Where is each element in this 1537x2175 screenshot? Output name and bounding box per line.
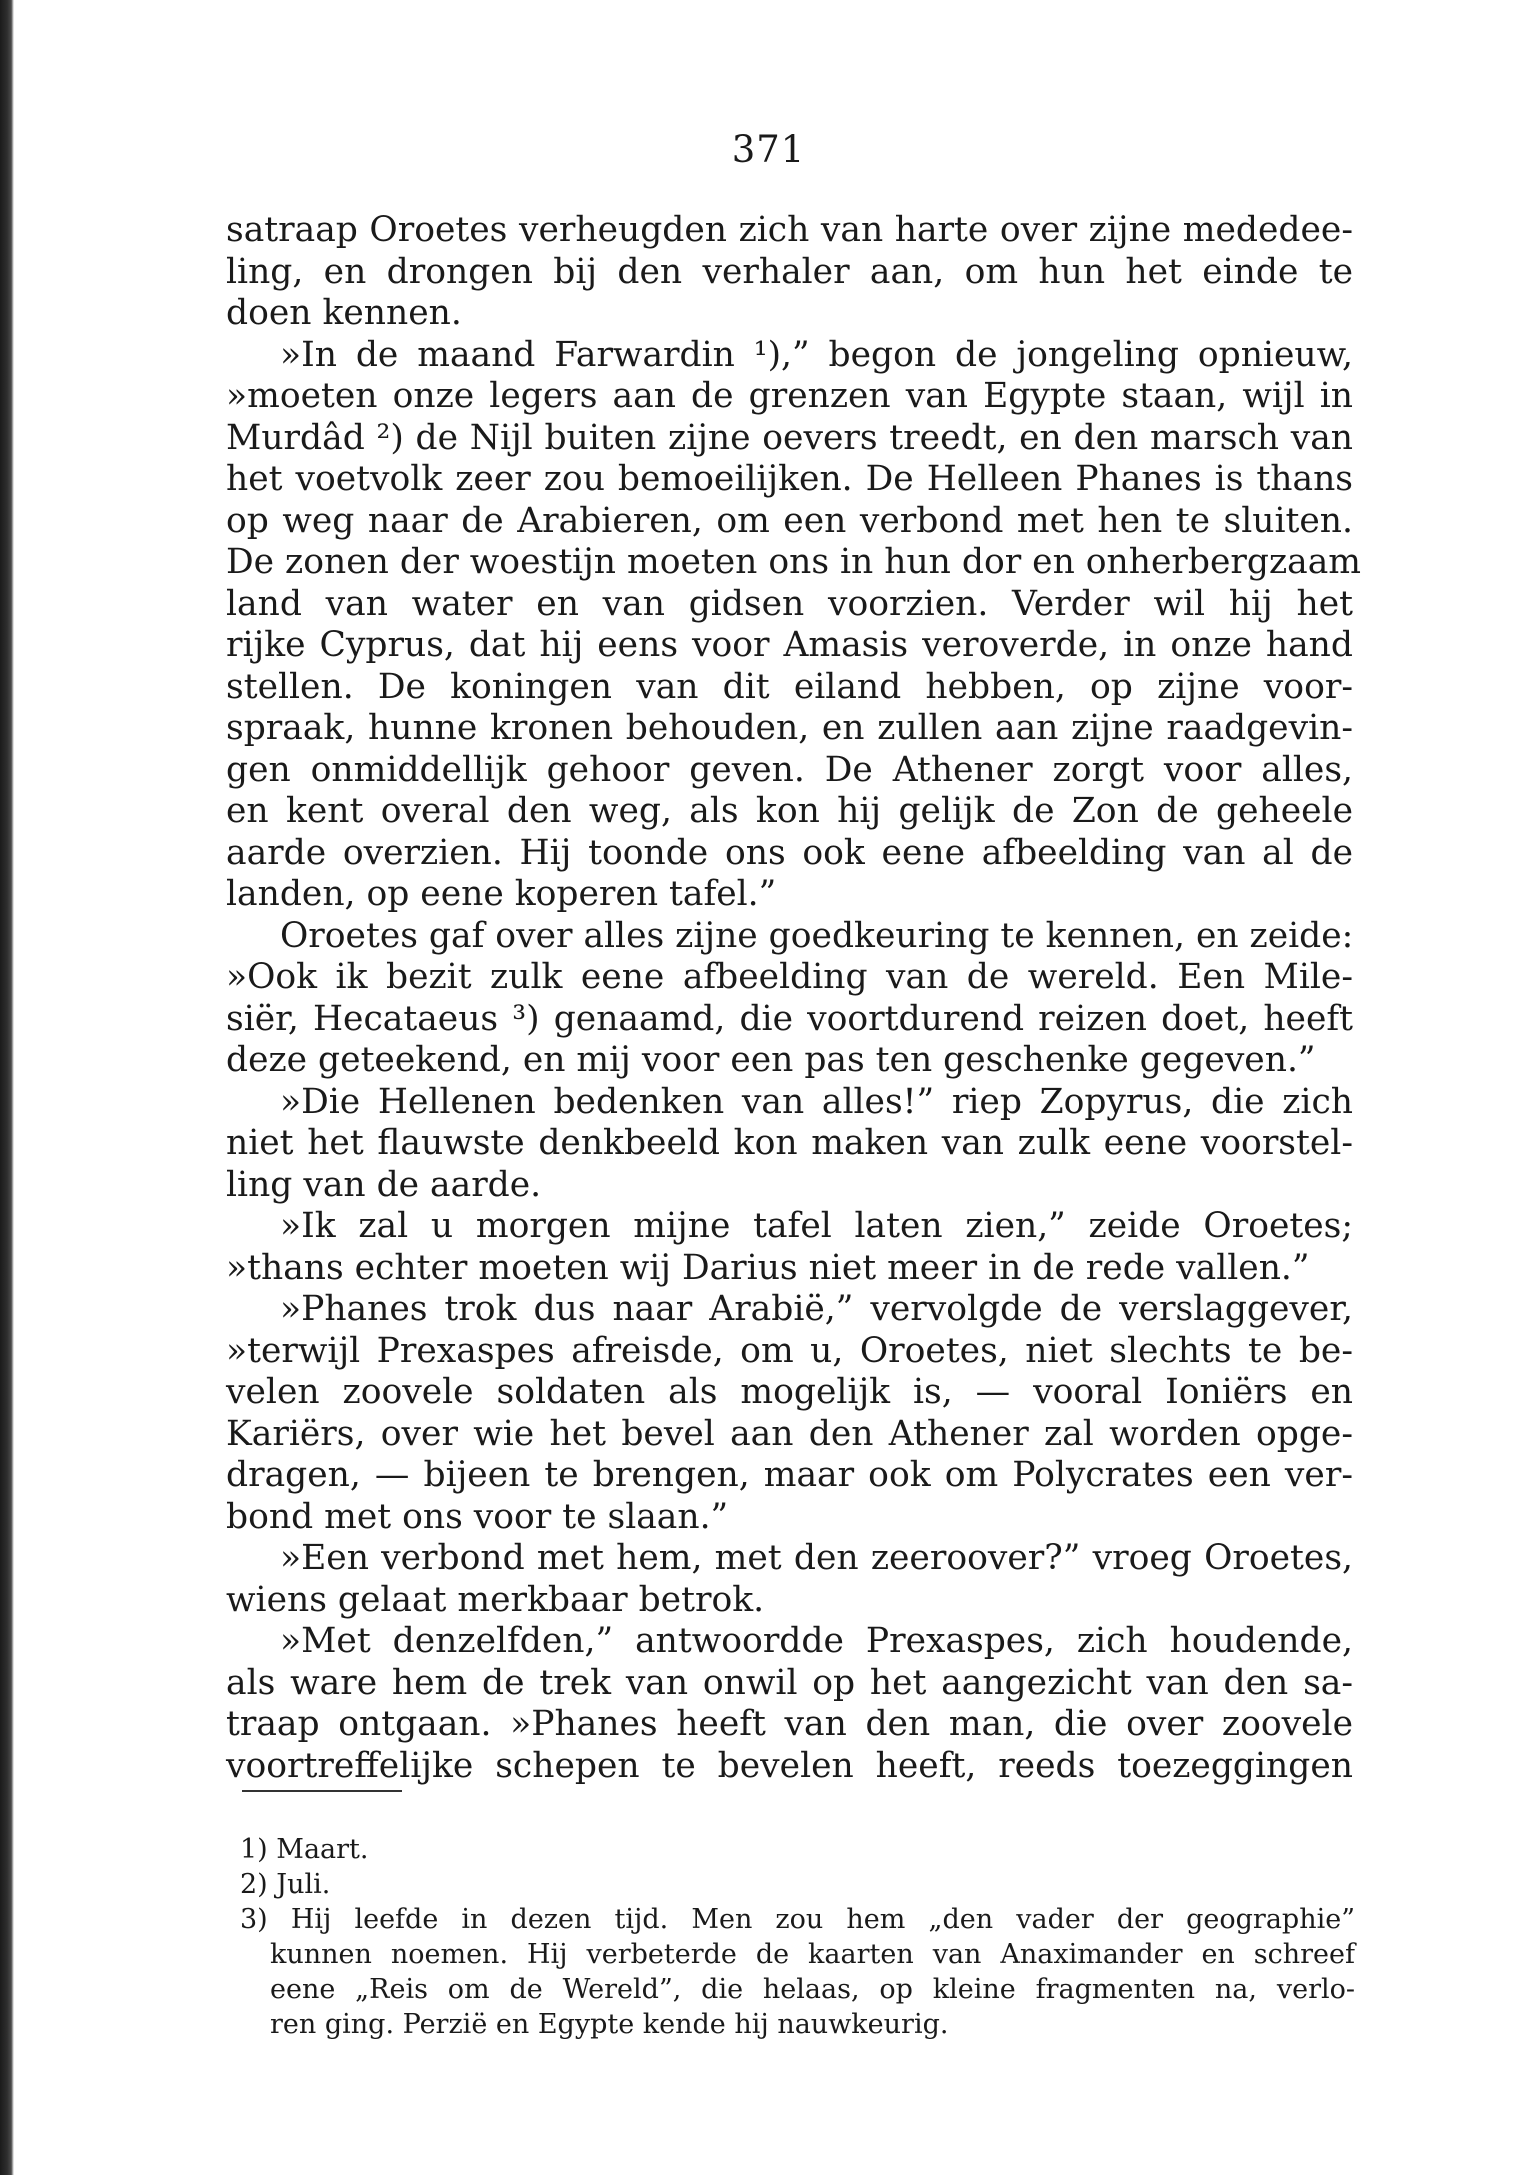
text-line: »In de maand Farwardin ¹),” begon de jongeling opnieuw,	[280, 334, 1353, 375]
text-line: De zonen der woestijn moeten ons in hun dor en onherbergzaam	[226, 542, 1361, 582]
text-line: voortreffelijke schepen te bevelen heeft, reeds toezeggingen	[226, 1745, 1353, 1786]
text-line: doen kennen.	[226, 293, 462, 333]
text-line: ling, en drongen bij den verhaler aan, om hun het einde te	[226, 251, 1353, 292]
text-line: aarde overzien. Hij toonde ons ook eene afbeelding van al de	[226, 832, 1353, 873]
footnote-separator	[242, 1790, 402, 1792]
text-line: velen zoovele soldaten als mogelijk is, — vooral Ioniërs en	[226, 1372, 1353, 1412]
footnote: 2) Juli.	[240, 1869, 331, 1900]
text-line: »terwijl Prexaspes afreisde, om u, Oroetes, niet slechts te be-	[226, 1330, 1353, 1371]
text-line: »Ook ik bezit zulk eene afbeelding van de wereld. Een Mile-	[226, 957, 1353, 997]
text-line: deze geteekend, en mij voor een pas ten geschenke gegeven.”	[226, 1040, 1316, 1080]
text-line: stellen. De koningen van dit eiland hebben, op zijne voor-	[226, 666, 1353, 707]
text-line: siër, Hecataeus ³) genaamd, die voortdurend reizen doet, heeft	[226, 998, 1353, 1039]
footnote: ren ging. Perzië en Egypte kende hij nauwkeurig.	[270, 2009, 949, 2040]
footnote: eene „Reis om de Wereld”, die helaas, op kleine fragmenten na, verlo-	[270, 1974, 1355, 2005]
book-binding-edge	[0, 0, 14, 2175]
text-line: satraap Oroetes verheugden zich van harte over zijne mededee-	[226, 210, 1353, 250]
text-line: »Ik zal u morgen mijne tafel laten zien,” zeide Oroetes;	[280, 1206, 1353, 1246]
text-line: niet het flauwste denkbeeld kon maken van zulk eene voorstel-	[226, 1123, 1353, 1163]
text-line: gen onmiddellijk gehoor geven. De Athener zorgt voor alles,	[226, 749, 1353, 790]
text-line: Oroetes gaf over alles zijne goedkeuring te kennen, en zeide:	[280, 915, 1354, 956]
text-line: »thans echter moeten wij Darius niet meer in de rede vallen.”	[226, 1247, 1310, 1288]
text-line: op weg naar de Arabieren, om een verbond met hen te sluiten.	[226, 500, 1353, 541]
text-line: »Die Hellenen bedenken van alles!” riep Zopyrus, die zich	[280, 1081, 1353, 1122]
text-line: Murdâd ²) de Nijl buiten zijne oevers treedt, en den marsch van	[226, 417, 1353, 458]
text-line: »moeten onze legers aan de grenzen van Egypte staan, wijl in	[226, 376, 1353, 416]
text-line: »Een verbond met hem, met den zeeroover?” vroeg Oroetes,	[280, 1538, 1353, 1578]
text-line: en kent overal den weg, als kon hij gelijk de Zon de geheele	[226, 791, 1353, 831]
text-line: wiens gelaat merkbaar betrok.	[226, 1579, 765, 1620]
body-text	[226, 210, 1361, 1787]
page-number: 371	[731, 128, 806, 171]
footnote: kunnen noemen. Hij verbeterde de kaarten van Anaximander en schreef	[270, 1939, 1355, 1970]
text-line: als ware hem de trek van onwil op het aangezicht van den sa-	[226, 1662, 1353, 1703]
text-line: landen, op eene koperen tafel.”	[226, 874, 777, 914]
text-line: Kariërs, over wie het bevel aan den Athener zal worden opge-	[226, 1413, 1353, 1454]
text-line: »Phanes trok dus naar Arabië,” vervolgde de verslaggever,	[280, 1289, 1353, 1329]
text-line: land van water en van gidsen voorzien. Verder wil hij het	[226, 583, 1353, 624]
text-line: rijke Cyprus, dat hij eens voor Amasis veroverde, in onze hand	[226, 625, 1353, 665]
footnote: 3) Hij leefde in dezen tijd. Men zou hem „den vader der geographie”	[240, 1904, 1355, 1935]
text-line: bond met ons voor te slaan.”	[226, 1496, 729, 1537]
text-line: ling van de aarde.	[226, 1164, 542, 1205]
text-line: dragen, — bijeen te brengen, maar ook om Polycrates een ver-	[226, 1455, 1353, 1495]
footnote: 1) Maart.	[240, 1834, 369, 1865]
text-line: »Met denzelfden,” antwoordde Prexaspes, zich houdende,	[280, 1621, 1353, 1661]
text-line: het voetvolk zeer zou bemoeilijken. De Helleen Phanes is thans	[226, 459, 1353, 499]
text-line: spraak, hunne kronen behouden, en zullen aan zijne raadgevin-	[226, 708, 1353, 748]
footnotes	[240, 1832, 1355, 2042]
text-line: traap ontgaan. »Phanes heeft van den man, die over zoovele	[226, 1704, 1353, 1744]
